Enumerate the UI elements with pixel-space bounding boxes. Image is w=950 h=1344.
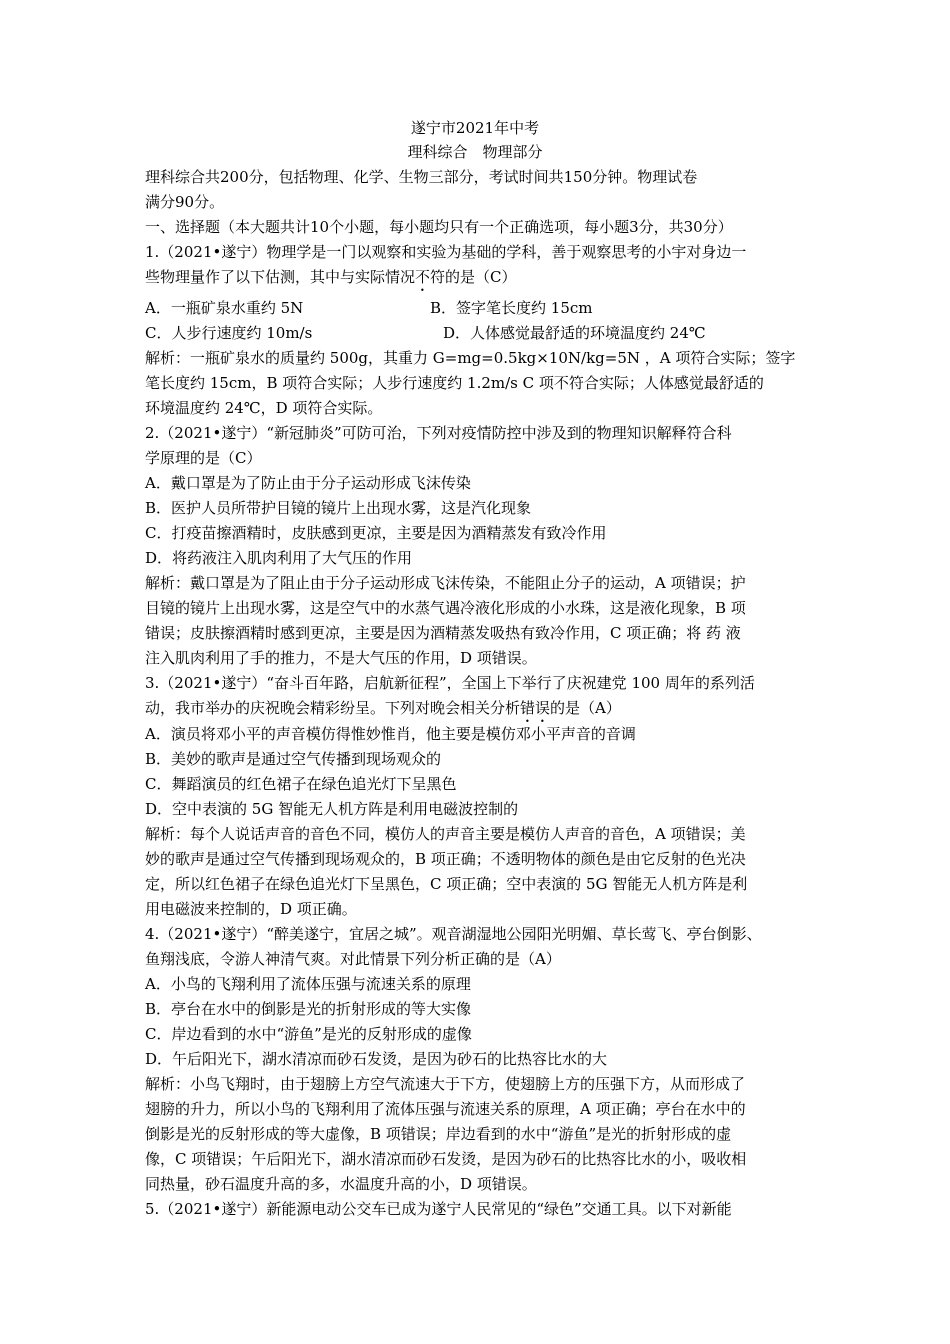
option-c: C．舞蹈演员的红色裙子在绿色追光灯下呈黑色	[145, 775, 457, 793]
explanation-line: 妙的歌声是通过空气传播到现场观众的，B 项正确；不透明物体的颜色是由它反射的色光决	[145, 850, 746, 868]
option-b: B．医护人员所带护目镜的镜片上出现水雾，这是汽化现象	[145, 499, 532, 517]
option-b: B．亭台在水中的倒影是光的折射形成的等大实像	[145, 1000, 472, 1018]
page-subtitle: 理科综合 物理部分	[407, 143, 543, 161]
explanation-line: 倒影是光的反射形成的等大虚像，B 项错误；岸边看到的水中“游鱼”是光的折射形成的虚	[145, 1125, 732, 1143]
option-d: D．空中表演的 5G 智能无人机方阵是利用电磁波控制的	[145, 800, 519, 818]
option-b: B．美妙的歌声是通过空气传播到现场观众的	[145, 750, 442, 768]
option-a: A．演员将邓小平的声音模仿得惟妙惟肖，他主要是模仿邓小平声音的音调	[145, 725, 636, 743]
explanation-line: 目镜的镜片上出现水雾，这是空气中的水蒸气遇冷液化形成的小水珠，这是液化现象，B 项	[145, 599, 746, 617]
question-2-stem: 2.（2021•遂宁）“新冠肺炎”可防可治，下列对疫情防控中涉及到的物理知识解释符合科	[145, 424, 732, 442]
option-d: D．午后阳光下，湖水清凉而砂石发烫，是因为砂石的比热容比水的大	[145, 1050, 608, 1068]
option-d: D．将药液注入肌肉利用了大气压的作用	[145, 549, 413, 567]
explanation-line: 注入肌肉利用了手的推力，不是大气压的作用，D 项错误。	[145, 649, 537, 667]
explanation-line: 环境温度约 24℃，D 项符合实际。	[145, 399, 383, 417]
intro-line: 满分90分。	[145, 193, 225, 211]
option-c: C．岸边看到的水中“游鱼”是光的反射形成的虚像	[145, 1025, 472, 1043]
section-heading: 一、选择题（本大题共计10个小题，每小题均只有一个正确选项，每小题3分，共30分）	[145, 218, 733, 236]
explanation-line: 解析：小鸟飞翔时，由于翅膀上方空气流速大于下方，使翅膀上方的压强下方，从而形成了	[145, 1075, 746, 1093]
explanation-line: 像，C 项错误；午后阳光下，湖水清凉而砂石发烫，是因为砂石的比热容比水的小，吸收相	[145, 1150, 747, 1168]
question-4-stem: 4.（2021•遂宁）“醉美遂宁，宜居之城”。观音湖湿地公园阳光明媚、草长莺飞、亭台倒影、	[145, 925, 762, 943]
explanation-line: 解析：每个人说话声音的音色不同，模仿人的声音主要是模仿人声音的音色，A 项错误；美	[145, 825, 746, 843]
question-3-stem: 动，我市举办的庆祝晚会精彩纷呈。下列对晚会相关分析错误的是（A）	[145, 699, 621, 717]
option-a: A．戴口罩是为了防止由于分子运动形成飞沫传染	[145, 474, 471, 492]
emphasis-mark: 不	[415, 268, 431, 286]
question-1-stem: 1.（2021•遂宁）物理学是一门以观察和实验为基础的学科，善于观察思考的小宇对身边一	[145, 243, 747, 261]
emphasis-mark: 错误	[520, 699, 551, 717]
explanation-line: 错误；皮肤擦酒精时感到更凉，主要是因为酒精蒸发吸热有致冷作用，C 项正确；将 药 液	[145, 624, 741, 642]
option-c: C．人步行速度约 10m/s	[145, 324, 313, 342]
option-a: A．一瓶矿泉水重约 5N	[145, 299, 304, 317]
option-a: A．小鸟的飞翔利用了流体压强与流速关系的原理	[145, 975, 471, 993]
question-4-stem: 鱼翔浅底，令游人神清气爽。对此情景下列分析正确的是（A）	[145, 950, 561, 968]
question-1-stem: 些物理量作了以下估测，其中与实际情况不符的是（C）	[145, 268, 517, 286]
question-5-stem: 5.（2021•遂宁）新能源电动公交车已成为遂宁人民常见的“绿色”交通工具。以下对新能	[145, 1200, 732, 1218]
option-b: B．签字笔长度约 15cm	[430, 299, 593, 317]
intro-line: 理科综合共200分，包括物理、化学、生物三部分，考试时间共150分钟。物理试卷	[145, 168, 698, 186]
explanation-line: 用电磁波来控制的，D 项正确。	[145, 900, 357, 918]
explanation-line: 定，所以红色裙子在绿色追光灯下呈黑色，C 项正确；空中表演的 5G 智能无人机方阵是利	[145, 875, 748, 893]
explanation-line: 笔长度约 15cm，B 项符合实际；人步行速度约 1.2m/s C 项不符合实际；人体感觉最舒适的	[145, 374, 764, 392]
question-3-stem: 3.（2021•遂宁）“奋斗百年路，启航新征程”，全国上下举行了庆祝建党 100 周年的系列活	[145, 674, 755, 692]
explanation-line: 同热量，砂石温度升高的多，水温度升高的小，D 项错误。	[145, 1175, 537, 1193]
explanation-line: 解析：一瓶矿泉水的质量约 500g，其重力 G=mg=0.5kg×10N/kg=5N ，A 项符合实际；签字	[145, 349, 796, 367]
explanation-line: 解析：戴口罩是为了阻止由于分子运动形成飞沫传染，不能阻止分子的运动，A 项错误；护	[145, 574, 746, 592]
option-d: D．人体感觉最舒适的环境温度约 24℃	[443, 324, 706, 342]
option-c: C．打疫苗擦酒精时，皮肤感到更凉，主要是因为酒精蒸发有致冷作用	[145, 524, 607, 542]
page-title: 遂宁市2021年中考	[410, 119, 540, 137]
explanation-line: 翅膀的升力，所以小鸟的飞翔利用了流体压强与流速关系的原理，A 项正确；亭台在水中的	[145, 1100, 746, 1118]
question-2-stem: 学原理的是（C）	[145, 449, 262, 467]
